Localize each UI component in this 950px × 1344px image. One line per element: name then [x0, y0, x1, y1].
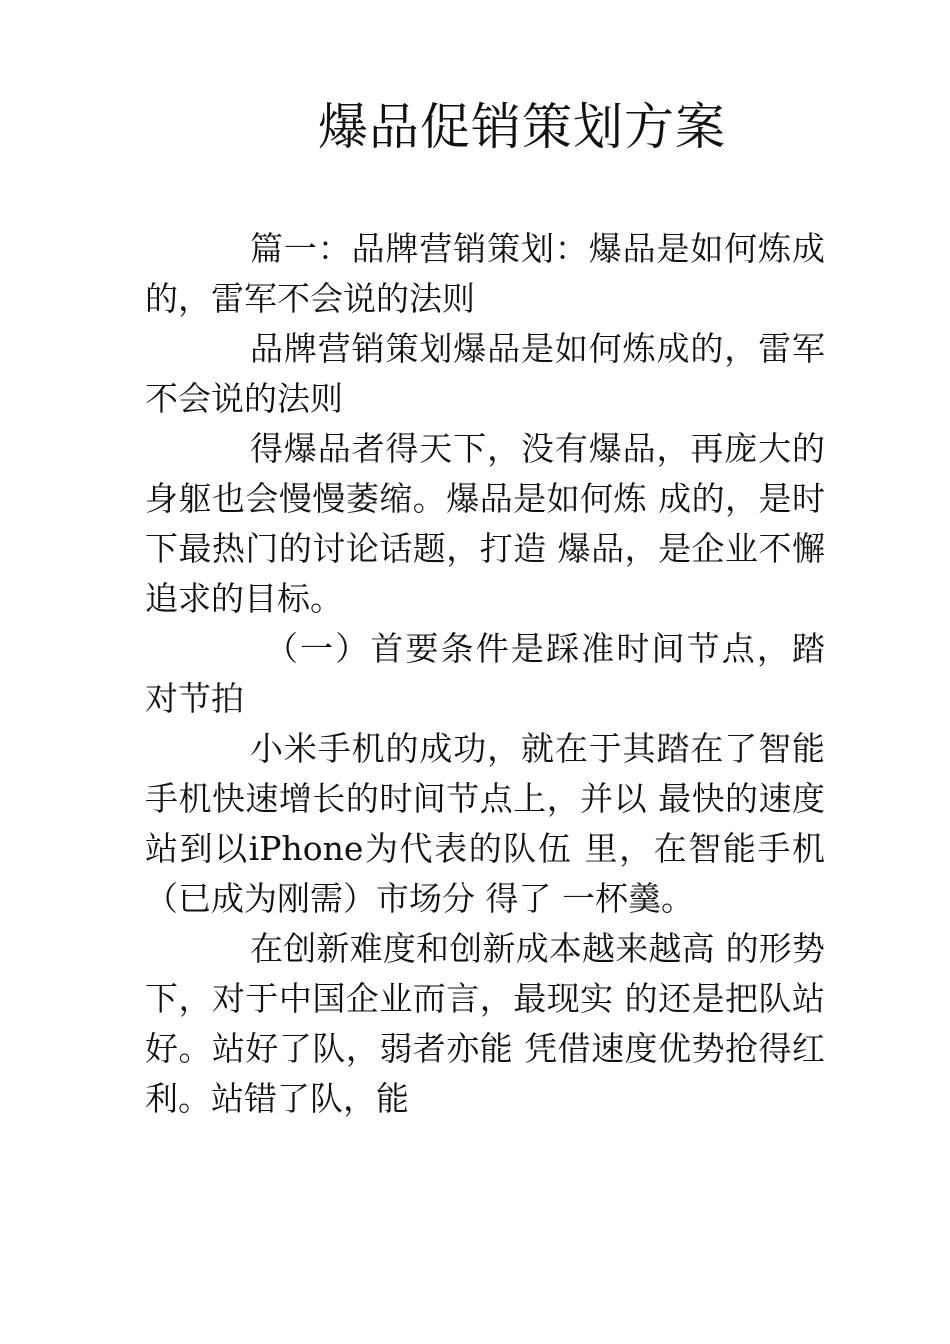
paragraph: 小米手机的成功，就在于其踏在了智能手机快速增长的时间节点上，并以 最快的速度站到以iPhone为代表的队伍 里，在智能手机（已成为刚需）市场分 得了 一杯羹。	[145, 729, 825, 918]
paragraph-heading: 篇一：品牌营销策划：爆品是如何炼成的，雷军不会说的法则	[145, 229, 825, 318]
section-heading: （一）首要条件是踩准时间节点，踏对节拍	[145, 629, 825, 718]
document-title: 爆品促销策划方案	[318, 98, 726, 156]
paragraph: 得爆品者得天下，没有爆品，再庞大的身躯也会慢慢萎缩。爆品是如何炼 成的，是时下最热门的讨论话题，打造 爆品，是企业不懈追求的目标。	[145, 429, 825, 618]
document-body	[145, 224, 825, 1124]
paragraph: 在创新难度和创新成本越来越高 的形势下，对于中国企业而言，最现实 的还是把队站好。站好了队，弱者亦能 凭借速度优势抢得红利。站错了队，能	[145, 929, 825, 1118]
paragraph: 品牌营销策划爆品是如何炼成的，雷军不会说的法则	[145, 329, 825, 418]
